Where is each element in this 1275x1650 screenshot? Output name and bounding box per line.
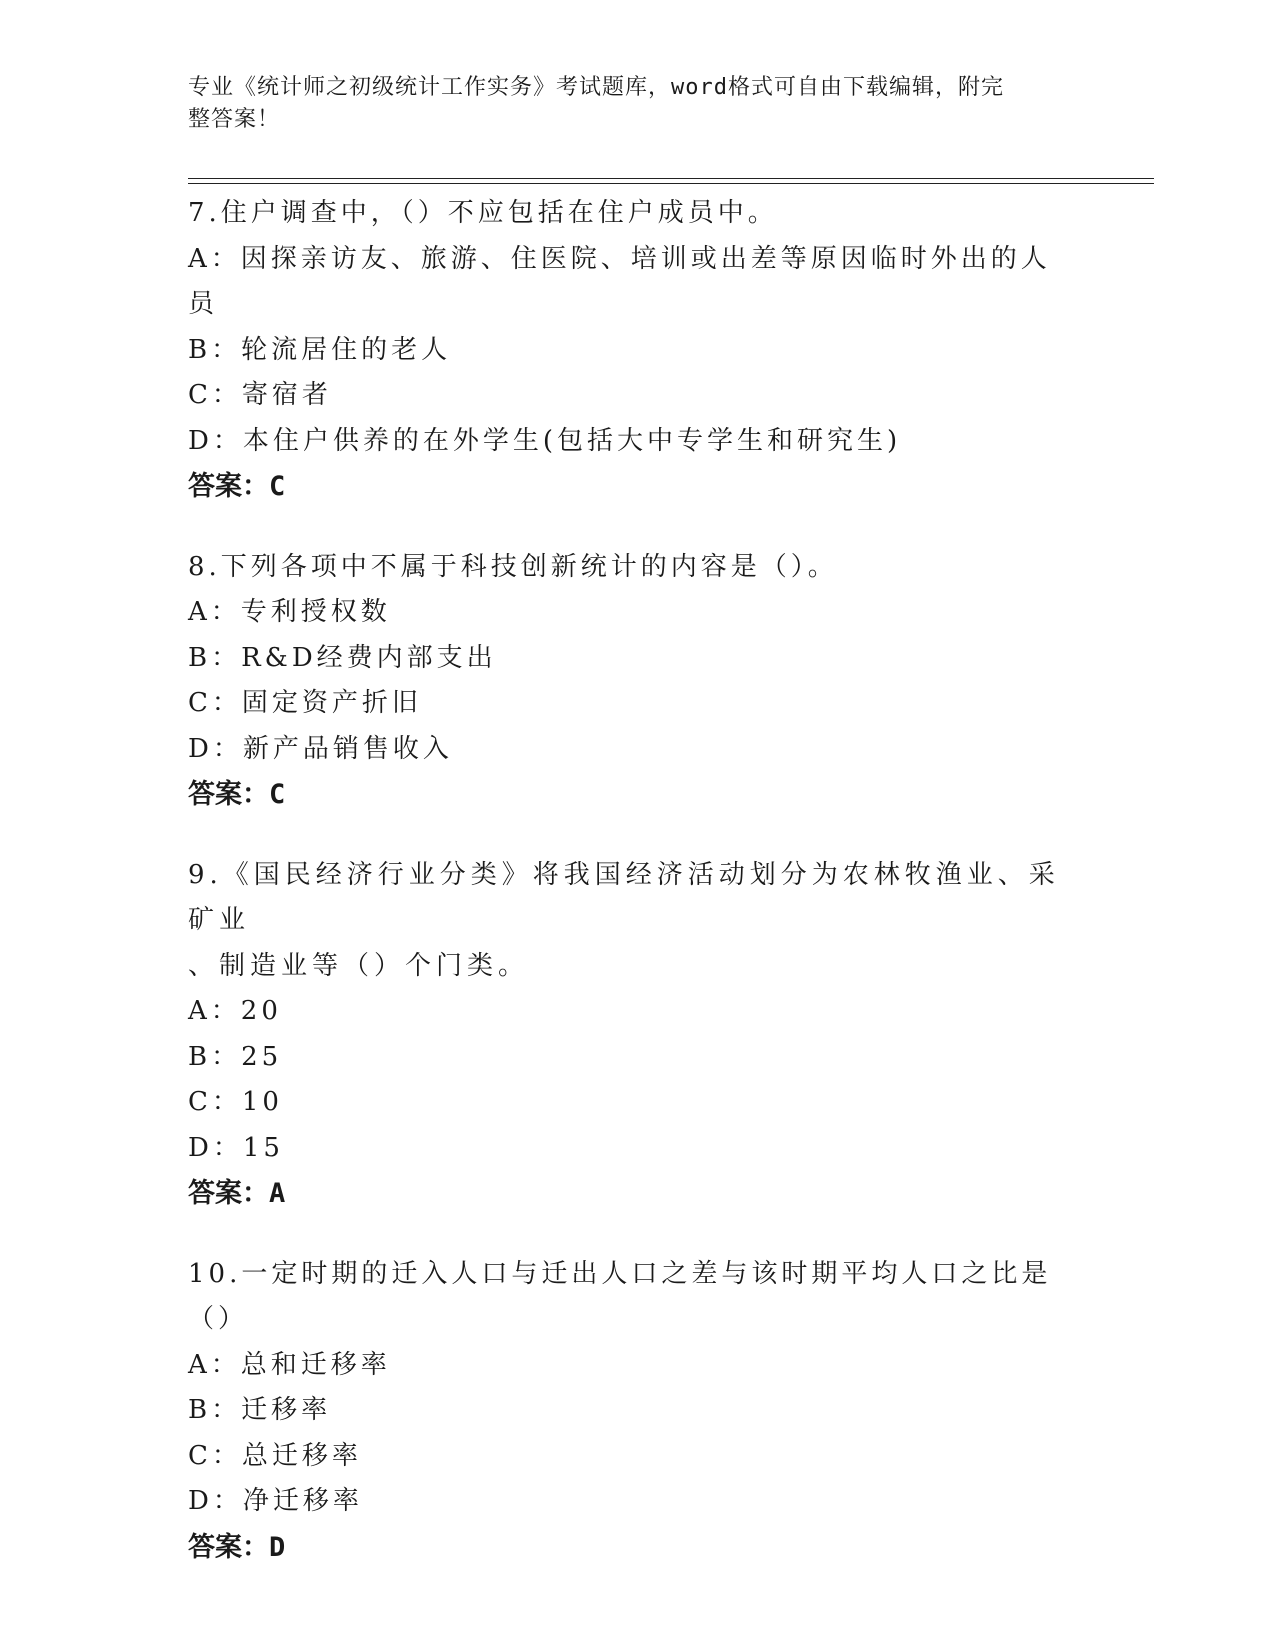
option-b: B：轮流居住的老人 — [188, 334, 452, 365]
option-b: B：迁移率 — [188, 1395, 332, 1425]
option-c: C：固定资产折旧 — [188, 688, 422, 718]
page-header — [188, 72, 1068, 136]
question-7 — [188, 191, 1068, 510]
option-b: B：R&D经费内部支出 — [188, 642, 497, 673]
option-c: C：10 — [188, 1087, 283, 1117]
header-line-2: 整答案！ — [188, 107, 281, 132]
option-a: A：总和迁移率 — [188, 1349, 391, 1380]
option-d: D：15 — [188, 1132, 284, 1163]
answer: 答案：C — [188, 779, 286, 810]
question-stem: 7.住户调查中，（）不应包括在住户成员中。 — [188, 198, 778, 228]
option-d: D：本住户供养的在外学生(包括大中专学生和研究生) — [188, 425, 902, 456]
answer: 答案：D — [188, 1531, 286, 1563]
question-stem: 10.一定时期的迁入人口与迁出人口之差与该时期平均人口之比是（） — [188, 1258, 1052, 1334]
question-8 — [188, 545, 1068, 818]
question-list — [188, 191, 1068, 1605]
question-stem-line-1: 9.《国民经济行业分类》将我国经济活动划分为农林牧渔业、采矿业 — [188, 859, 1060, 935]
question-10 — [188, 1252, 1068, 1571]
option-d: D：净迁移率 — [188, 1486, 363, 1516]
option-a: A：专利授权数 — [188, 597, 391, 627]
question-9 — [188, 853, 1068, 1217]
option-c: C：寄宿者 — [188, 380, 332, 410]
header-line-1: 专业《统计师之初级统计工作实务》考试题库，word格式可自由下载编辑，附完 — [188, 75, 1004, 100]
answer: 答案：A — [188, 1178, 286, 1209]
question-stem: 8.下列各项中不属于科技创新统计的内容是（）。 — [188, 551, 838, 582]
option-d: D：新产品销售收入 — [188, 733, 453, 764]
header-divider-top — [188, 178, 1154, 179]
option-a: A：因探亲访友、旅游、住医院、培训或出差等原因临时外出的人员 — [188, 243, 1051, 319]
answer: 答案：C — [188, 471, 286, 502]
option-c: C：总迁移率 — [188, 1440, 362, 1471]
question-stem-line-2: 、制造业等（）个门类。 — [188, 950, 530, 981]
option-b: B：25 — [188, 1041, 283, 1072]
option-a: A：20 — [188, 996, 282, 1026]
header-divider-bottom — [188, 183, 1154, 184]
